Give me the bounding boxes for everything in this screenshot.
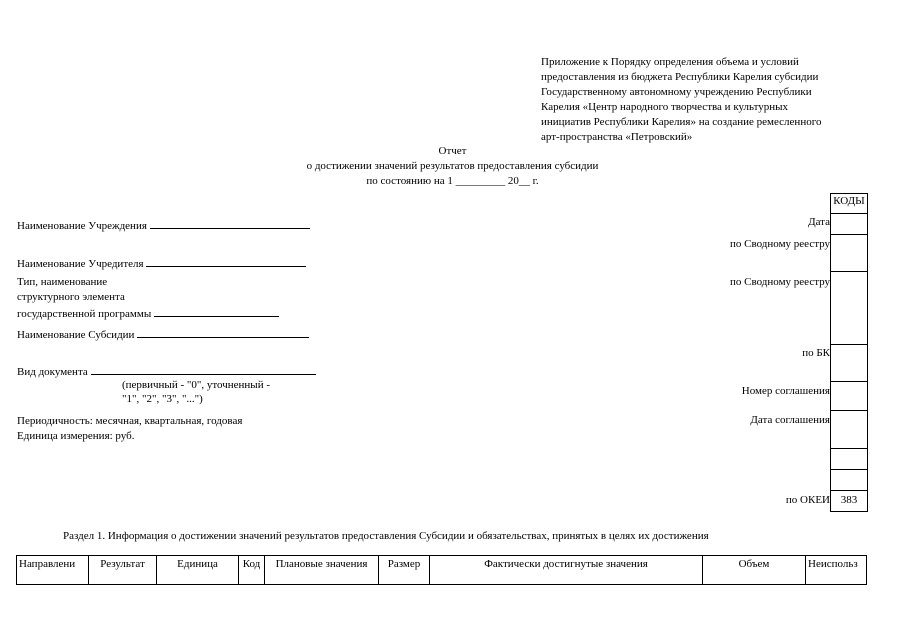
col-volume: Объем bbox=[703, 556, 806, 585]
institution-label: Наименование Учреждения bbox=[17, 220, 147, 232]
report-date-line: по состоянию на 1 _________ 20__ г. bbox=[366, 175, 539, 187]
registry-code-cell-1[interactable] bbox=[830, 234, 868, 272]
appendix-line: Приложение к Порядку определения объема и условий bbox=[541, 56, 799, 68]
founder-label: Наименование Учредителя bbox=[17, 258, 144, 270]
appendix-line: Государственному автономному учреждению Республики bbox=[541, 86, 812, 98]
subsidy-blank[interactable] bbox=[137, 326, 309, 338]
registry-label-1: по Сводному реестру bbox=[730, 238, 830, 250]
report-subtitle: о достижении значений результатов предоставления субсидии bbox=[306, 160, 599, 172]
agreement-date-label: Дата соглашения bbox=[750, 414, 830, 426]
institution-blank[interactable] bbox=[150, 217, 310, 229]
program-type-label-1: Тип, наименование bbox=[17, 276, 108, 288]
okei-label: по ОКЕИ bbox=[785, 494, 830, 506]
report-title: Отчет bbox=[438, 145, 467, 157]
appendix-line: инициатив Республики Карелия» на создание ремесленного bbox=[541, 116, 822, 128]
unit-label: Единица измерения: руб. bbox=[17, 430, 135, 442]
appendix-note bbox=[541, 55, 868, 145]
table-header-row bbox=[17, 556, 867, 585]
agreement-date-cell[interactable] bbox=[830, 410, 868, 449]
registry-code-cell-2[interactable] bbox=[830, 271, 868, 345]
okei-code-cell: 383 bbox=[830, 490, 868, 512]
agreement-number-label: Номер соглашения bbox=[741, 385, 830, 397]
section1-title: Раздел 1. Информация о достижении значений результатов предоставления Субсидии и обязательствах, принятых в целях их достижения bbox=[63, 530, 709, 542]
results-table bbox=[16, 555, 867, 585]
program-type-blank[interactable] bbox=[154, 305, 279, 317]
program-type-field[interactable] bbox=[17, 305, 279, 321]
program-type-label-3: государственной программы bbox=[17, 308, 152, 320]
date-label: Дата bbox=[808, 216, 830, 228]
col-result: Результат bbox=[89, 556, 157, 585]
institution-field[interactable] bbox=[17, 217, 310, 233]
appendix-line: предоставления из бюджета Республики Карелия субсидии bbox=[541, 71, 819, 83]
founder-blank[interactable] bbox=[146, 255, 306, 267]
doc-type-blank[interactable] bbox=[91, 363, 316, 375]
doc-type-label: Вид документа bbox=[17, 366, 88, 378]
empty-code-cell-1[interactable] bbox=[830, 448, 868, 470]
codes-header: КОДЫ bbox=[830, 193, 868, 214]
periodicity-label: Периодичность: месячная, квартальная, годовая bbox=[17, 415, 243, 427]
col-actual: Фактически достигнутые значения bbox=[430, 556, 703, 585]
col-unused: Неиспольз bbox=[806, 556, 867, 585]
col-unit: Единица bbox=[157, 556, 239, 585]
bk-code-cell[interactable] bbox=[830, 344, 868, 382]
subsidy-field[interactable] bbox=[17, 326, 309, 342]
program-type-label-2: структурного элемента bbox=[17, 291, 125, 303]
appendix-line: Карелия «Центр народного творчества и культурных bbox=[541, 101, 789, 113]
col-direction: Направлени bbox=[17, 556, 89, 585]
col-size: Размер bbox=[379, 556, 430, 585]
agreement-number-cell[interactable] bbox=[830, 381, 868, 411]
founder-field[interactable] bbox=[17, 255, 306, 271]
doc-type-note-1: (первичный - "0", уточненный - bbox=[122, 379, 270, 391]
doc-type-note-2: "1", "2", "3", "...") bbox=[122, 393, 203, 405]
empty-code-cell-2[interactable] bbox=[830, 469, 868, 491]
registry-label-2: по Сводному реестру bbox=[730, 276, 830, 288]
date-code-cell[interactable] bbox=[830, 213, 868, 235]
col-planned: Плановые значения bbox=[265, 556, 379, 585]
appendix-line: арт-пространства «Петровский» bbox=[541, 131, 693, 143]
bk-label: по БК bbox=[802, 347, 830, 359]
subsidy-label: Наименование Субсидии bbox=[17, 329, 135, 341]
col-code: Код bbox=[239, 556, 265, 585]
doc-type-field[interactable] bbox=[17, 363, 316, 379]
